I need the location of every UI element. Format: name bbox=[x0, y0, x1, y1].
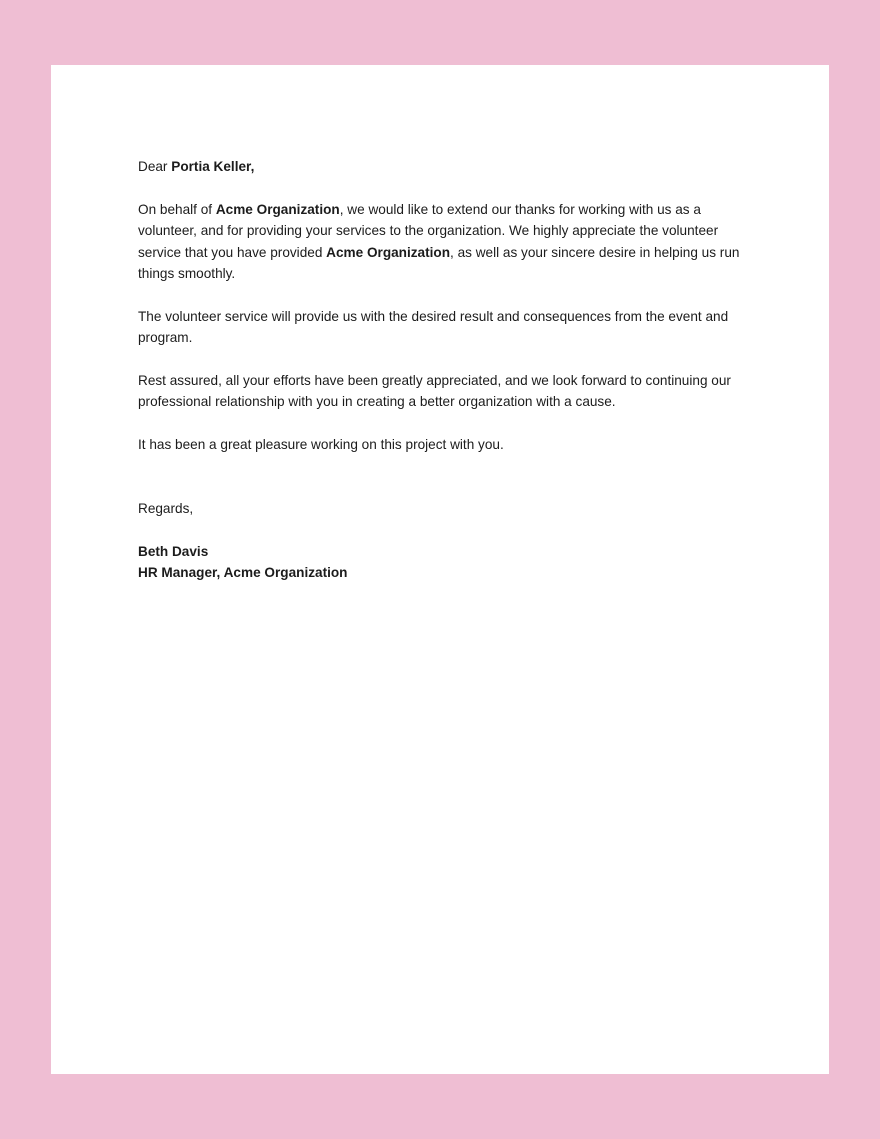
salutation-prefix: Dear bbox=[138, 159, 172, 174]
letter-page bbox=[51, 65, 829, 1074]
paragraph-thanks-part3: , as well as your sincere desire in helping us run things smoothly. bbox=[138, 244, 740, 281]
letter-body bbox=[138, 156, 748, 584]
closing: Regards, bbox=[138, 501, 194, 516]
organization-name: Acme Organization bbox=[326, 244, 451, 260]
salutation bbox=[138, 156, 748, 178]
signature-name: Beth Davis bbox=[138, 543, 209, 559]
paragraph-appreciation: Rest assured, all your efforts have been greatly appreciated, and we look forward to continuing our professional relationship with you in creating a better organization with a cause. bbox=[138, 372, 731, 409]
paragraph-thanks-part2: , we would like to extend our thanks for working with us as a volunteer, and for providing your services to the organization. We highly appreciate the volunteer service that you have provided bbox=[138, 201, 719, 260]
recipient-name: Portia Keller, bbox=[171, 159, 255, 174]
signature-title: HR Manager, Acme Organization bbox=[138, 565, 348, 580]
paragraph-pleasure: It has been a great pleasure working on this project with you. bbox=[138, 436, 504, 452]
organization-name: Acme Organization bbox=[215, 201, 340, 217]
paragraph-service: The volunteer service will provide us with the desired result and consequences from the event and program. bbox=[138, 308, 729, 345]
paragraph-thanks-part1: On behalf of bbox=[138, 201, 216, 217]
paragraph-thanks bbox=[138, 199, 748, 285]
